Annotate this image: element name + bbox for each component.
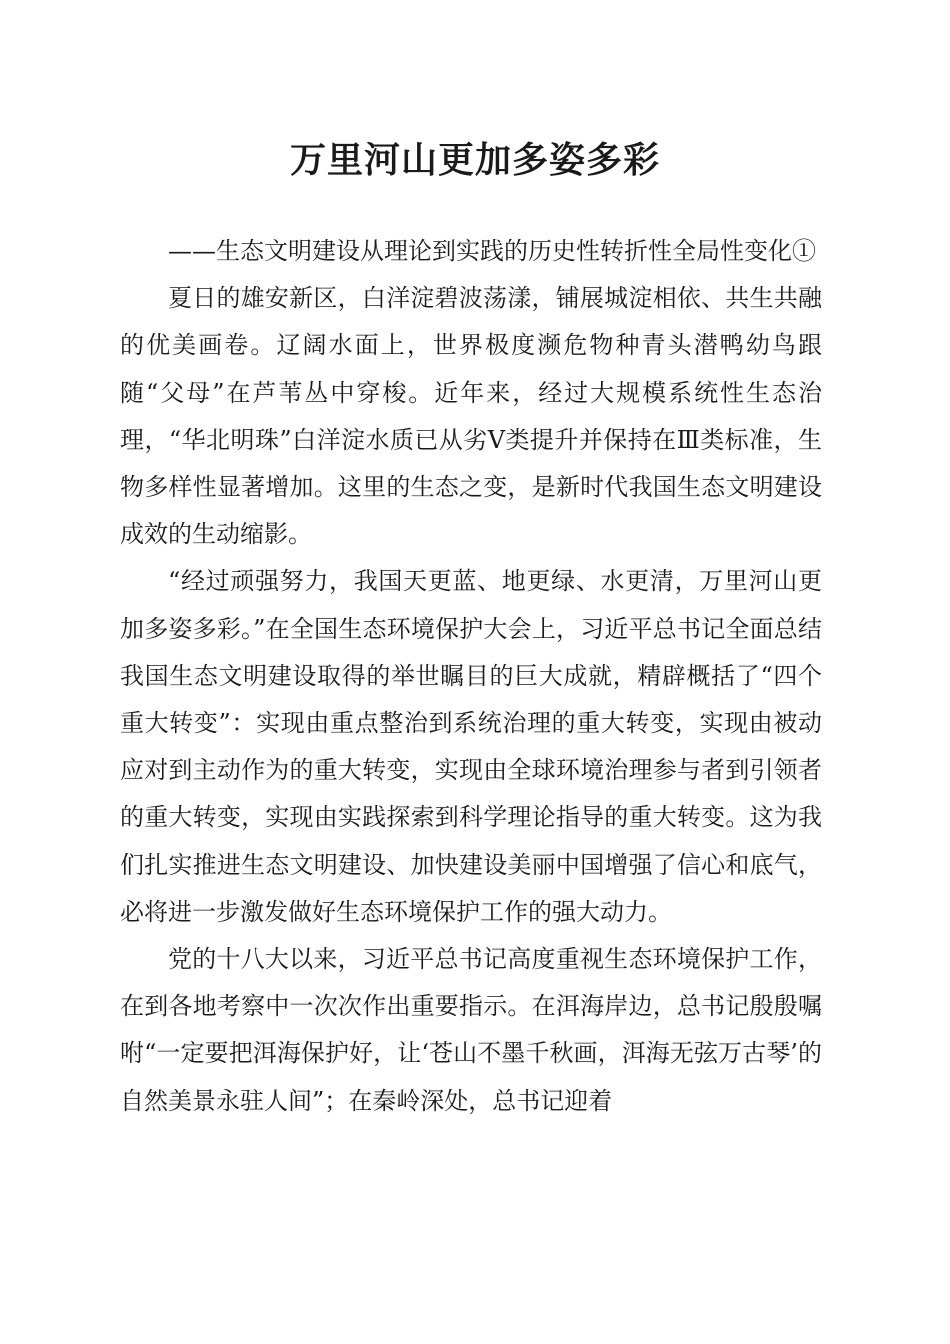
paragraph-2: “经过顽强努力，我国天更蓝、地更绿、水更清，万里河山更加多姿多彩。”在全国生态环境保护大会上，习近平总书记全面总结我国生态文明建设取得的举世瞩目的巨大成就，精辟概括了“四个重大转变”：实现由重点整治到系统治理的重大转变，实现由被动应对到主动作为的重大转变，实现由全球环境治理参与者到引领者的重大转变，实现由实践探索到科学理论指导的重大转变。这为我们扎实推进生态文明建设、加快建设美丽中国增强了信心和底气，必将进一步激发做好生态环境保护工作的强大动力。	[120, 567, 822, 926]
document-subtitle: ——生态文明建设从理论到实践的历史性转折性全局性变化①	[168, 237, 816, 265]
document-title: 万里河山更加多姿多彩	[289, 139, 660, 181]
paragraph-3: 党的十八大以来，习近平总书记高度重视生态环境保护工作，在到各地考察中一次次作出重要指示。在洱海岸边，总书记殷殷嘱咐“一定要把洱海保护好，让‘苍山不墨千秋画，洱海无弦万古琴’的自然美景永驻人间”；在秦岭深处，总书记迎着	[120, 945, 822, 1115]
document-body	[120, 228, 822, 1125]
paragraph-1: 夏日的雄安新区，白洋淀碧波荡漾，铺展城淀相依、共生共融的优美画卷。辽阔水面上，世界极度濒危物种青头潜鸭幼鸟跟随“父母”在芦苇丛中穿梭。近年来，经过大规模系统性生态治理，“华北明珠”白洋淀水质已从劣Ⅴ类提升并保持在Ⅲ类标准，生物多样性显著增加。这里的生态之变，是新时代我国生态文明建设成效的生动缩影。	[120, 284, 822, 549]
